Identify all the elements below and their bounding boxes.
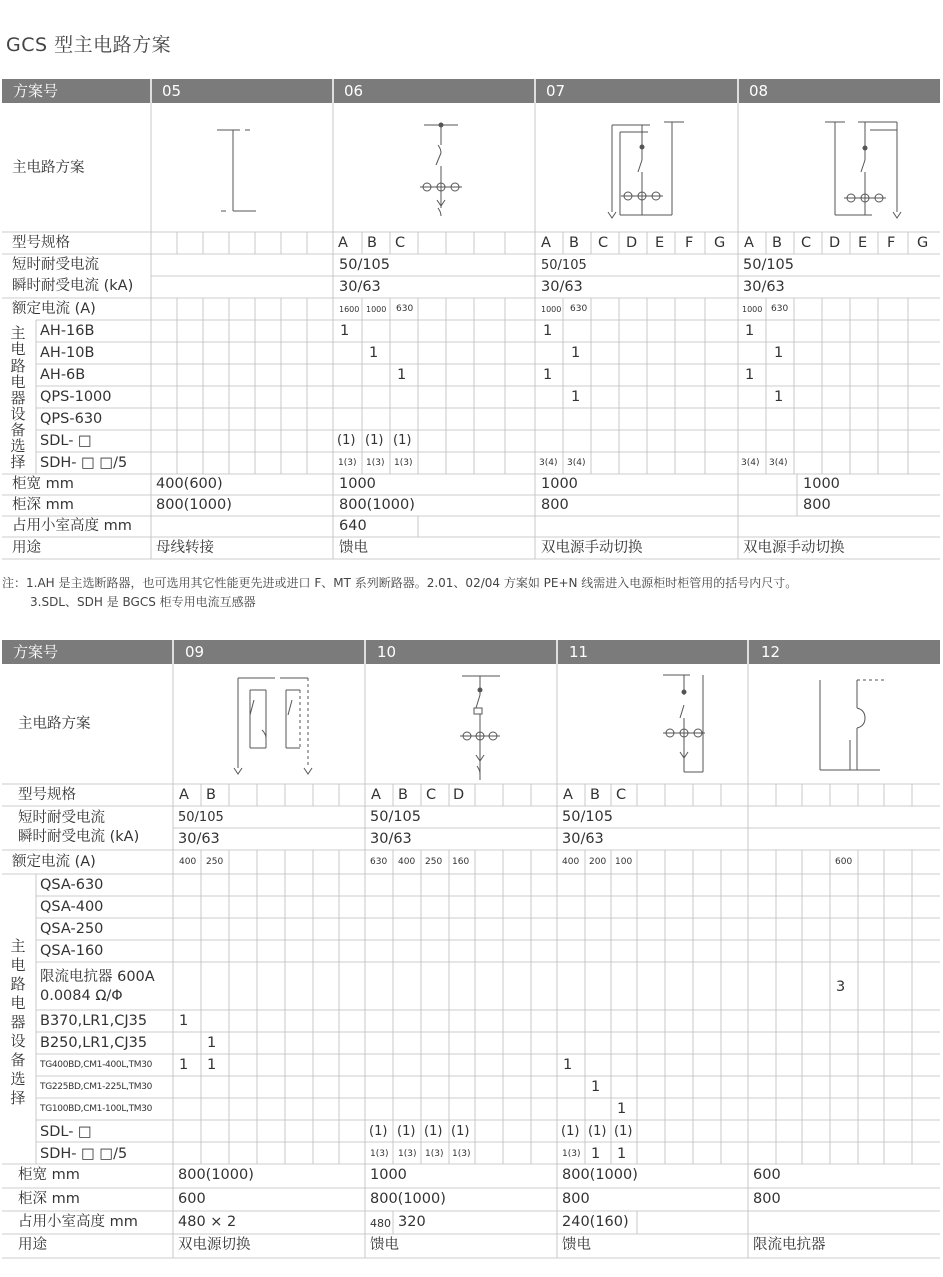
t2-10-letter-a: A [371,787,381,803]
t2-12-rated: 600 [835,857,853,867]
t1-07-ah10b: 1 [571,345,581,361]
t2-09-use: 双电源切换 [178,1237,251,1253]
t1-06-sdl-c: (1) [393,433,412,448]
t1-06-depth: 800(1000) [339,497,415,513]
t1-07-rated-b: 630 [570,304,588,314]
t2-short-label: 短时耐受电流 [18,810,105,826]
t1-08-peak: 30/63 [743,279,785,295]
t2-11-rated-a: 400 [562,857,580,867]
t2-equip-char-2: 电 [10,956,26,974]
circuit-diagram-07 [608,122,684,218]
t2-equip-reactor: 限流电抗器 600A [40,969,155,985]
t1-07-use: 双电源手动切换 [541,540,643,556]
t2-equip-tg225: TG225BD,CM1-225L,TM30 [40,1082,153,1092]
circuit-diagram-11 [663,675,705,772]
t1-06-width: 1000 [339,476,376,492]
t2-scheme-09: 09 [185,643,205,661]
note-line-2: 3.SDL、SDH 是 BGCS 柜专用电流互感器 [30,595,256,609]
t2-equip-qsa400: QSA-400 [40,899,104,915]
t2-equip-char-3: 路 [10,975,26,993]
t2-equip-reactor-spec: 0.0084 Ω/Φ [40,988,123,1004]
t2-11-short: 50/105 [562,809,614,825]
t1-07-letter-d: D [626,235,638,251]
t2-09-short: 50/105 [178,810,224,825]
t1-08-letter-g: G [917,235,929,251]
t1-equip-ah6b: AH-6B [40,367,86,383]
t1-07-letter-g: G [714,235,726,251]
circuit-diagram-09 [234,678,312,774]
t1-equip-char-9: 择 [10,453,26,471]
t1-06-sdh-a: 1(3) [338,458,357,468]
t1-07-peak: 30/63 [541,279,583,295]
t2-rated-label: 额定电流 (A) [12,854,96,870]
t2-09-b250: 1 [207,1035,217,1051]
t2-header-label: 方案号 [13,643,59,661]
t2-10-letter-d: D [453,787,465,803]
t1-06-ah10b: 1 [369,345,379,361]
t2-equip-b370: B370,LR1,CJ35 [40,1013,148,1029]
circuit-diagram-05 [217,130,256,211]
t2-09-peak: 30/63 [178,831,220,847]
t2-height-label: 占用小室高度 mm [18,1214,138,1230]
t2-equip-qsa630: QSA-630 [40,877,104,893]
t2-equip-char-4: 电 [10,994,26,1012]
t2-09-tg400-a: 1 [179,1057,189,1073]
t2-11-sdh-c: 1 [617,1146,627,1162]
t1-05-use: 母线转接 [156,540,214,556]
circuit-diagram-08 [825,122,901,218]
t2-10-short: 50/105 [370,809,422,825]
t2-10-sdh-b: 1(3) [398,1149,417,1159]
t1-07-letter-f: F [685,235,694,251]
t1-06-rated-b: 1000 [366,305,387,314]
t1-06-sdl-a: (1) [337,433,356,448]
t2-09-tg400-b: 1 [207,1057,217,1073]
t2-10-sdh-c: 1(3) [425,1149,444,1159]
t1-06-sdh-c: 1(3) [394,458,413,468]
t2-12-reactor: 3 [836,979,846,995]
t2-12-width: 600 [753,1167,781,1183]
t1-07-letter-e: E [655,235,665,251]
t2-scheme-10: 10 [377,643,397,661]
t1-07-width: 1000 [541,476,578,492]
t2-11-rated-c: 100 [615,857,633,867]
t2-equip-char-5: 器 [10,1013,26,1031]
table1-header-bar [2,79,940,103]
t2-10-rated-b: 400 [398,857,416,867]
t1-equip-char-7: 备 [10,421,26,439]
t1-07-qps1000: 1 [571,389,581,405]
t1-06-ah6b: 1 [397,367,407,383]
t2-10-sdl-b: (1) [397,1124,416,1139]
t2-11-sdl-a: (1) [561,1124,580,1139]
t2-09-b370: 1 [179,1013,189,1029]
t2-11-use: 馈电 [562,1237,591,1253]
t2-equip-char-6: 设 [10,1032,26,1050]
t1-08-sdh-a: 3(4) [741,458,760,468]
t1-06-sdh-b: 1(3) [366,458,385,468]
t1-short-label: 短时耐受电流 [12,257,99,273]
t2-10-letter-c: C [426,787,437,803]
t2-11-width: 800(1000) [562,1167,638,1183]
t1-peak-label: 瞬时耐受电流 (kA) [12,278,134,294]
t1-08-ah6b: 1 [745,367,755,383]
t2-10-sdh-d: 1(3) [452,1149,471,1159]
t1-08-qps1000: 1 [774,389,784,405]
t2-10-rated-a: 630 [370,857,388,867]
t1-model-label: 型号规格 [12,235,70,251]
t1-equip-char-3: 路 [10,357,26,375]
t1-08-rated-a: 1000 [742,305,763,314]
t1-07-sdh-a: 3(4) [539,458,558,468]
t1-08-ah16b: 1 [745,323,755,339]
t1-equip-char-5: 器 [10,389,26,407]
t2-11-sdl-b: (1) [588,1124,607,1139]
t1-06-rated-a: 1600 [339,305,360,314]
t2-12-depth: 800 [753,1191,781,1207]
t1-07-depth: 800 [541,497,569,513]
t2-equip-sdl: SDL- □ [40,1124,92,1140]
t1-08-letter-a: A [744,235,754,251]
t1-07-ah6b: 1 [543,367,553,383]
t1-08-letter-f: F [887,235,896,251]
t1-06-sdl-b: (1) [365,433,384,448]
t1-07-letter-c: C [598,235,609,251]
circuit-diagram-06 [420,123,462,216]
t2-equip-b250: B250,LR1,CJ35 [40,1035,148,1051]
t1-equip-qps1000: QPS-1000 [40,389,112,405]
t1-06-peak: 30/63 [339,279,381,295]
t1-05-width: 400(600) [156,476,223,492]
t2-10-width: 1000 [370,1167,407,1183]
t1-07-ah16b: 1 [543,323,553,339]
t1-06-letter-b: B [367,235,377,251]
t1-06-ah16b: 1 [340,323,350,339]
t1-use-label: 用途 [12,540,41,556]
t1-height-label: 占用小室高度 mm [12,518,132,534]
table2-header-bar [2,640,940,664]
t2-11-rated-b: 200 [589,857,607,867]
t1-07-letter-b: B [569,235,579,251]
t1-05-depth: 800(1000) [156,497,232,513]
t2-09-rated-b: 250 [206,857,224,867]
t1-08-sdh-b: 3(4) [769,458,788,468]
t2-10-sdl-a: (1) [369,1124,388,1139]
t1-scheme-06: 06 [344,82,364,100]
circuit-diagram-10 [460,676,500,780]
t2-11-letter-a: A [563,787,573,803]
t1-07-letter-a: A [541,235,551,251]
t1-06-short: 50/105 [339,257,391,273]
t1-equip-sdl: SDL- □ [40,433,92,449]
t1-08-short: 50/105 [743,257,795,273]
t2-10-peak: 30/63 [370,831,412,847]
t1-circuit-label: 主电路方案 [12,160,85,176]
t2-11-tg100: 1 [617,1101,627,1117]
t2-equip-qsa160: QSA-160 [40,943,104,959]
note-line-1: 注：1.AH 是主选断路器，也可选用其它性能更先进或进口 F、MT 系列断路器。2.01、02/04 方案如 PE+N 线需进入电源柜时柜管用的括号内尺寸。 [2,576,798,590]
t2-11-tg400: 1 [563,1057,573,1073]
t1-06-height: 640 [339,518,367,534]
t1-08-ah10b: 1 [774,345,784,361]
t2-11-height: 240(160) [562,1214,629,1230]
t1-08-letter-b: B [772,235,782,251]
page-title: GCS 型主电路方案 [6,34,172,56]
t2-11-depth: 800 [562,1191,590,1207]
t1-06-rated-c: 630 [396,304,414,314]
t2-equip-tg100: TG100BD,CM1-100L,TM30 [40,1104,153,1114]
t2-equip-char-8: 选 [10,1070,26,1088]
t2-10-height-a: 480 [370,1217,391,1230]
t2-12-use: 限流电抗器 [753,1237,826,1253]
t2-10-letter-b: B [398,787,408,803]
t2-11-letter-b: B [590,787,600,803]
t1-equip-char-6: 设 [10,405,26,423]
t2-peak-label: 瞬时耐受电流 (kA) [18,829,140,845]
t1-08-use: 双电源手动切换 [743,540,845,556]
t2-09-depth: 600 [178,1191,206,1207]
t2-11-peak: 30/63 [562,831,604,847]
t1-08-width: 1000 [803,476,840,492]
t1-equip-char-2: 电 [10,340,26,358]
t1-08-depth: 800 [803,497,831,513]
t1-scheme-08: 08 [749,82,769,100]
t1-scheme-07: 07 [546,82,566,100]
t1-08-letter-d: D [829,235,841,251]
t1-07-rated-a: 1000 [541,305,562,314]
t2-10-sdl-d: (1) [451,1124,470,1139]
t2-scheme-11: 11 [569,643,589,661]
t2-equip-char-1: 主 [10,937,26,955]
t1-header-label: 方案号 [13,82,59,100]
t1-rated-label: 额定电流 (A) [12,301,96,317]
t1-scheme-05: 05 [162,82,182,100]
t2-equip-qsa250: QSA-250 [40,921,104,937]
t1-08-rated-b: 630 [771,304,789,314]
t2-10-use: 馈电 [370,1237,399,1253]
t1-equip-ah16b: AH-16B [40,323,95,339]
t2-09-height: 480 × 2 [178,1214,237,1230]
t2-scheme-12: 12 [761,643,781,661]
t2-depth-label: 柜深 mm [18,1191,80,1207]
t2-width-label: 柜宽 mm [18,1167,80,1183]
t2-equip-char-9: 择 [10,1089,26,1107]
t1-equip-sdh: SDH- □ □/5 [40,455,128,471]
t2-10-rated-d: 160 [452,857,470,867]
t2-11-sdh-a: 1(3) [562,1149,581,1159]
t1-06-letter-a: A [338,235,348,251]
t1-08-letter-c: C [801,235,812,251]
t1-equip-char-8: 选 [10,437,26,455]
t1-equip-ah10b: AH-10B [40,345,95,361]
t2-09-width: 800(1000) [178,1167,254,1183]
t2-model-label: 型号规格 [18,787,76,803]
t2-10-height-b: 320 [398,1214,426,1230]
t2-circuit-label: 主电路方案 [18,716,91,732]
t1-06-use: 馈电 [339,540,368,556]
t1-equip-char-1: 主 [10,324,26,342]
t2-use-label: 用途 [18,1237,47,1253]
t1-06-letter-c: C [395,235,406,251]
t2-11-tg225: 1 [591,1079,601,1095]
t1-equip-qps630: QPS-630 [40,411,103,427]
t2-09-rated-a: 400 [179,857,197,867]
t2-09-letter-a: A [179,787,189,803]
t1-equip-char-4: 电 [10,373,26,391]
t2-equip-char-7: 备 [10,1051,26,1069]
t2-09-letter-b: B [206,787,216,803]
t2-10-sdh-a: 1(3) [370,1149,389,1159]
t2-equip-tg400: TG400BD,CM1-400L,TM30 [40,1060,153,1070]
t2-10-sdl-c: (1) [424,1124,443,1139]
t1-07-short: 50/105 [541,258,587,273]
t2-11-letter-c: C [616,787,627,803]
t2-10-rated-c: 250 [425,857,443,867]
t1-07-sdh-b: 3(4) [567,458,586,468]
t2-10-depth: 800(1000) [370,1191,446,1207]
t1-08-letter-e: E [858,235,868,251]
t2-equip-sdh: SDH- □ □/5 [40,1146,128,1162]
circuit-diagram-12 [820,680,884,770]
t1-depth-label: 柜深 mm [12,497,74,513]
t1-width-label: 柜宽 mm [12,476,74,492]
t2-11-sdl-c: (1) [614,1124,633,1139]
t2-11-sdh-b: 1 [591,1146,601,1162]
